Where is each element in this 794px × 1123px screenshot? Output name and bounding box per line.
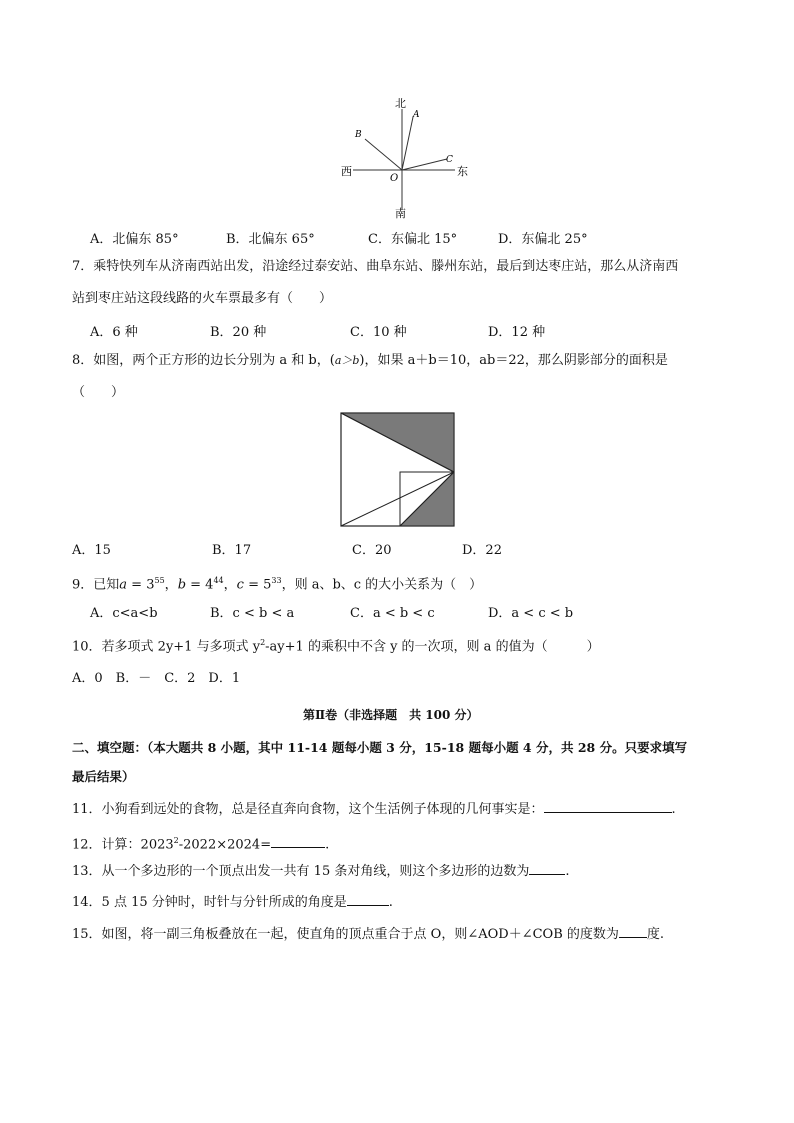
q6-option-b: B．北偏东 65° — [226, 232, 315, 247]
q7-option-c: C．10 种 — [350, 325, 407, 340]
q9-option-c: C．a < b < c — [350, 606, 435, 621]
q12-line — [72, 831, 329, 855]
q10-exp: 2 — [260, 638, 266, 647]
label-south: 南 — [395, 207, 406, 220]
q15-end: 度. — [646, 927, 665, 942]
q11-answer-blank[interactable] — [544, 800, 672, 813]
compass-figure — [335, 95, 475, 220]
q8-option-b: B．17 — [212, 543, 252, 558]
label-west: 西 — [341, 165, 352, 178]
q8-text-b: )，如果 a＋b＝10，ab＝22，那么阴影部分的面积是 — [359, 353, 668, 368]
q9-c-eq: = 5 — [243, 577, 272, 593]
q9-a-eq: = 3 — [127, 577, 155, 593]
q7-option-a: A．6 种 — [90, 325, 138, 340]
q8-text-a: 8．如图，两个正方形的边长分别为 a 和 b，( — [72, 353, 335, 368]
q13-answer-blank[interactable] — [529, 862, 565, 875]
label-c: C — [446, 155, 453, 165]
q10-line — [72, 633, 600, 657]
q9-a-exp: 55 — [154, 576, 165, 585]
q9-c-exp: 33 — [271, 576, 282, 585]
q11-line — [72, 800, 676, 820]
q8-option-d: D．22 — [462, 543, 502, 558]
q8-option-a: A．15 — [72, 543, 111, 558]
squares-figure — [340, 412, 456, 528]
label-o: O — [390, 173, 399, 184]
section2-heading-1: 二、填空题：（本大题共 8 小题，其中 11-14 题每小题 3 分，15-18 题每小题 4 分，共 28 分。只要求填写 — [72, 740, 688, 755]
q12-text-b: -2022×2024= — [178, 837, 272, 853]
ray-ob — [365, 139, 402, 170]
q6-option-c: C．东偏北 15° — [368, 232, 458, 247]
q15-text: 15．如图，将一副三角板叠放在一起，使直角的顶点重合于点 O，则∠AOD＋∠COB 的度数为 — [72, 927, 619, 942]
q12-text-a: 12．计算：2023 — [72, 837, 174, 853]
q12-answer-blank[interactable] — [271, 835, 325, 848]
q10-options: A．0 B．－ C．2 D．1 — [72, 671, 241, 686]
q9-option-d: D．a < c < b — [488, 606, 574, 621]
q9-prefix: 9．已知 — [72, 577, 120, 593]
q8-condition: a＞b — [334, 354, 360, 367]
q10-text-a: 10．若多项式 2y+1 与多项式 y — [72, 639, 261, 655]
section2-title: 第Ⅱ卷（非选择题 共 100 分） — [303, 708, 479, 722]
q12-exp: 2 — [173, 836, 179, 845]
q7-line1: 7．乘特快列车从济南西站出发，沿途经过泰安站、曲阜东站、滕州东站，最后到达枣庄站，那么从济南西 — [72, 259, 679, 274]
q13-line — [72, 862, 570, 882]
q9-option-b: B．c < b < a — [210, 606, 295, 621]
q13-text: 13．从一个多边形的一个顶点出发一共有 15 条对角线，则这个多边形的边数为 — [72, 864, 530, 879]
q9-suffix: ，则 a、b、c 的大小关系为（ ） — [281, 577, 483, 593]
q12-end: . — [325, 837, 330, 853]
q9-c: c — [236, 577, 244, 593]
label-north: 北 — [395, 97, 406, 110]
q8-line1 — [72, 351, 668, 371]
q14-text: 14．5 点 15 分钟时，时针与分针所成的角度是 — [72, 895, 347, 910]
q8-option-c: C．20 — [352, 543, 392, 558]
q13-end: . — [565, 864, 570, 879]
q6-option-a: A．北偏东 85° — [90, 232, 179, 247]
q9-line: 9．已知$a = 3^{55}$，$b = 4^{44}$，$c = 5^{33}$，则 a、b、c 的大小关系为（ ） — [72, 576, 483, 593]
label-east: 东 — [457, 165, 468, 178]
q7-option-b: B．20 种 — [210, 325, 267, 340]
q9-b-eq: = 4 — [186, 577, 214, 593]
q14-answer-blank[interactable] — [347, 893, 389, 906]
q7-line2: 站到枣庄站这段线路的火车票最多有（ ） — [72, 291, 333, 306]
q9-b: b — [177, 577, 187, 593]
q15-answer-blank[interactable] — [619, 925, 647, 938]
q8-line2: （ ） — [72, 385, 125, 400]
q7-option-d: D．12 种 — [488, 325, 546, 340]
q15-line — [72, 925, 664, 945]
q9-a: a — [119, 577, 128, 593]
label-b: B — [355, 130, 362, 140]
q10-text-b: -ay+1 的乘积中不含 y 的一次项，则 a 的值为（ ） — [265, 639, 600, 655]
q14-end: . — [388, 895, 393, 910]
q14-line — [72, 893, 393, 913]
q9-b-exp: 44 — [213, 576, 224, 585]
ray-oc — [402, 159, 447, 170]
q11-end: . — [671, 802, 676, 817]
ray-oa — [402, 117, 413, 170]
q9-option-a: A．c<a<b — [90, 606, 158, 621]
q6-option-d: D．东偏北 25° — [498, 232, 588, 247]
label-a: A — [413, 110, 420, 120]
section2-heading-2: 最后结果） — [72, 769, 135, 784]
q11-text: 11．小狗看到远处的食物，总是径直奔向食物，这个生活例子体现的几何事实是： — [72, 802, 544, 817]
